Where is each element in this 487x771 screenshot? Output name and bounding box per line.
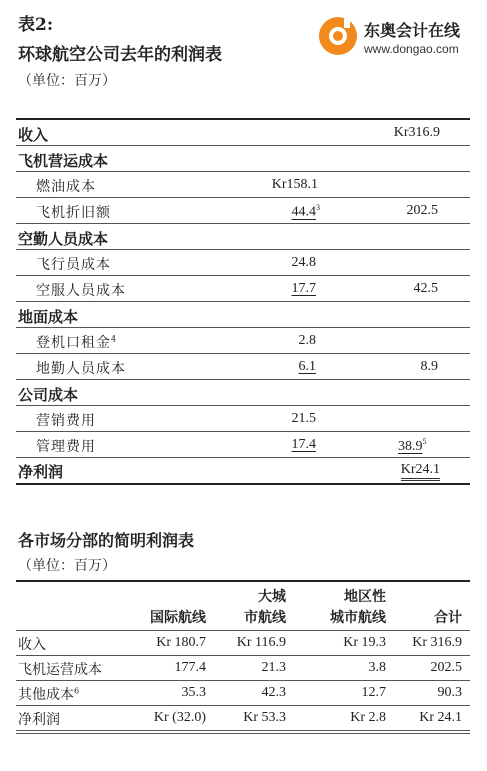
row-divider bbox=[16, 327, 470, 328]
gate-rent-label-cell bbox=[36, 332, 117, 352]
marketing-value: 21.5 bbox=[291, 411, 316, 426]
footnote-5: 5 bbox=[422, 437, 427, 446]
segment-row-label: 其他成本 bbox=[18, 687, 74, 703]
flight-crew-label: 飞行员成本 bbox=[36, 257, 111, 273]
admin-value: 17.4 bbox=[291, 437, 316, 452]
table-bottom-rule bbox=[16, 483, 470, 485]
dongao-logo-icon bbox=[316, 14, 360, 58]
corporate-cost-label: 公司成本 bbox=[18, 386, 79, 404]
segment-cell: Kr (32.0) bbox=[153, 710, 206, 725]
ground-subtotal: 8.9 bbox=[420, 359, 438, 374]
unit-note: （单位：百万） bbox=[18, 73, 116, 89]
marketing-label: 营销费用 bbox=[36, 413, 96, 429]
ground-staff-label: 地勤人员成本 bbox=[36, 361, 126, 377]
segment-row-label: 净利润 bbox=[18, 712, 60, 728]
segment-cell: 21.3 bbox=[261, 660, 286, 675]
segment-cell: 202.5 bbox=[430, 660, 462, 675]
row-divider bbox=[16, 379, 470, 380]
row-divider bbox=[16, 353, 470, 354]
segment-cell: 12.7 bbox=[361, 685, 386, 700]
row-divider bbox=[16, 730, 470, 731]
header-regional-top: 地区性 bbox=[344, 589, 386, 605]
header-total: 合计 bbox=[434, 610, 462, 626]
corporate-subtotal: 38.9 bbox=[398, 438, 423, 454]
depreciation-value: 44.4 bbox=[291, 204, 316, 220]
footnote-4: 4 bbox=[111, 334, 118, 344]
table-top-rule bbox=[16, 118, 470, 120]
segment-cell: 90.3 bbox=[437, 685, 462, 700]
page-title: 环球航空公司去年的利润表 bbox=[18, 45, 222, 65]
row-divider bbox=[16, 705, 470, 706]
row-divider bbox=[16, 301, 470, 302]
net-income-cell bbox=[370, 462, 440, 478]
header-regional-bottom: 城市航线 bbox=[330, 610, 386, 626]
gate-rent-label: 登机口租金 bbox=[36, 335, 111, 351]
aircraft-subtotal: 202.5 bbox=[406, 203, 438, 218]
row-divider bbox=[16, 223, 470, 224]
row-divider bbox=[16, 197, 470, 198]
segment-row-label: 飞机运营成本 bbox=[18, 662, 102, 678]
header-metro-bottom: 市航线 bbox=[244, 610, 286, 626]
row-divider bbox=[16, 457, 470, 458]
segment-row-label-cell bbox=[18, 684, 79, 704]
footnote-6: 6 bbox=[74, 686, 80, 696]
ground-cost-label: 地面成本 bbox=[18, 308, 79, 326]
header-international: 国际航线 bbox=[150, 610, 206, 626]
segment-cell: Kr 116.9 bbox=[236, 635, 286, 650]
fuel-cost-label: 燃油成本 bbox=[36, 179, 96, 195]
segment-cell: 35.3 bbox=[181, 685, 206, 700]
segment-cell: Kr 316.9 bbox=[412, 635, 462, 650]
row-divider bbox=[16, 655, 470, 656]
net-income-label: 净利润 bbox=[18, 463, 64, 481]
cabin-crew-value: 17.7 bbox=[291, 281, 316, 296]
crew-cost-label: 空勤人员成本 bbox=[18, 230, 109, 248]
segment-cell: Kr 180.7 bbox=[156, 635, 206, 650]
revenue-label: 收入 bbox=[18, 126, 49, 144]
header-metro-top: 大城 bbox=[258, 589, 286, 605]
segment-row-label: 收入 bbox=[18, 637, 46, 653]
segment-cell: 177.4 bbox=[174, 660, 206, 675]
table-label: 表2: bbox=[18, 15, 54, 35]
depreciation-label: 飞机折旧额 bbox=[36, 205, 111, 221]
segment-cell: Kr 19.3 bbox=[343, 635, 386, 650]
row-divider bbox=[16, 431, 470, 432]
segment-unit-note: （单位：百万） bbox=[18, 558, 116, 574]
admin-value-cell bbox=[250, 437, 316, 453]
row-divider bbox=[16, 405, 470, 406]
segment-cell: Kr 53.3 bbox=[243, 710, 286, 725]
segment-top-rule bbox=[16, 580, 470, 582]
footnote-3: 3 bbox=[316, 203, 320, 212]
gate-rent-value: 2.8 bbox=[298, 333, 316, 348]
segment-cell: Kr 2.8 bbox=[350, 710, 386, 725]
ground-staff-value-cell bbox=[250, 359, 316, 375]
crew-subtotal: 42.5 bbox=[413, 281, 438, 296]
aircraft-cost-label: 飞机营运成本 bbox=[18, 152, 109, 170]
flight-crew-value: 24.8 bbox=[291, 255, 316, 270]
net-income-total: Kr24.1 bbox=[401, 462, 440, 481]
row-divider bbox=[16, 249, 470, 250]
logo-name: 东奥会计在线 bbox=[364, 21, 461, 40]
logo-url: www.dongao.com bbox=[364, 42, 459, 56]
segment-bottom-rule bbox=[16, 733, 470, 734]
segment-cell: Kr 24.1 bbox=[419, 710, 462, 725]
depreciation-value-cell bbox=[250, 203, 320, 221]
row-divider bbox=[16, 630, 470, 631]
row-divider bbox=[16, 145, 470, 146]
row-divider bbox=[16, 171, 470, 172]
segment-title: 各市场分部的简明利润表 bbox=[18, 531, 195, 550]
cabin-crew-value-cell bbox=[250, 281, 316, 297]
corporate-subtotal-cell bbox=[370, 437, 448, 455]
segment-cell: 3.8 bbox=[368, 660, 386, 675]
row-divider bbox=[16, 680, 470, 681]
revenue-total: Kr316.9 bbox=[393, 125, 440, 140]
row-divider bbox=[16, 275, 470, 276]
segment-cell: 42.3 bbox=[261, 685, 286, 700]
fuel-cost-value: Kr158.1 bbox=[271, 177, 318, 192]
cabin-crew-label: 空服人员成本 bbox=[36, 283, 126, 299]
ground-staff-value: 6.1 bbox=[298, 359, 316, 374]
admin-label: 管理费用 bbox=[36, 439, 96, 455]
